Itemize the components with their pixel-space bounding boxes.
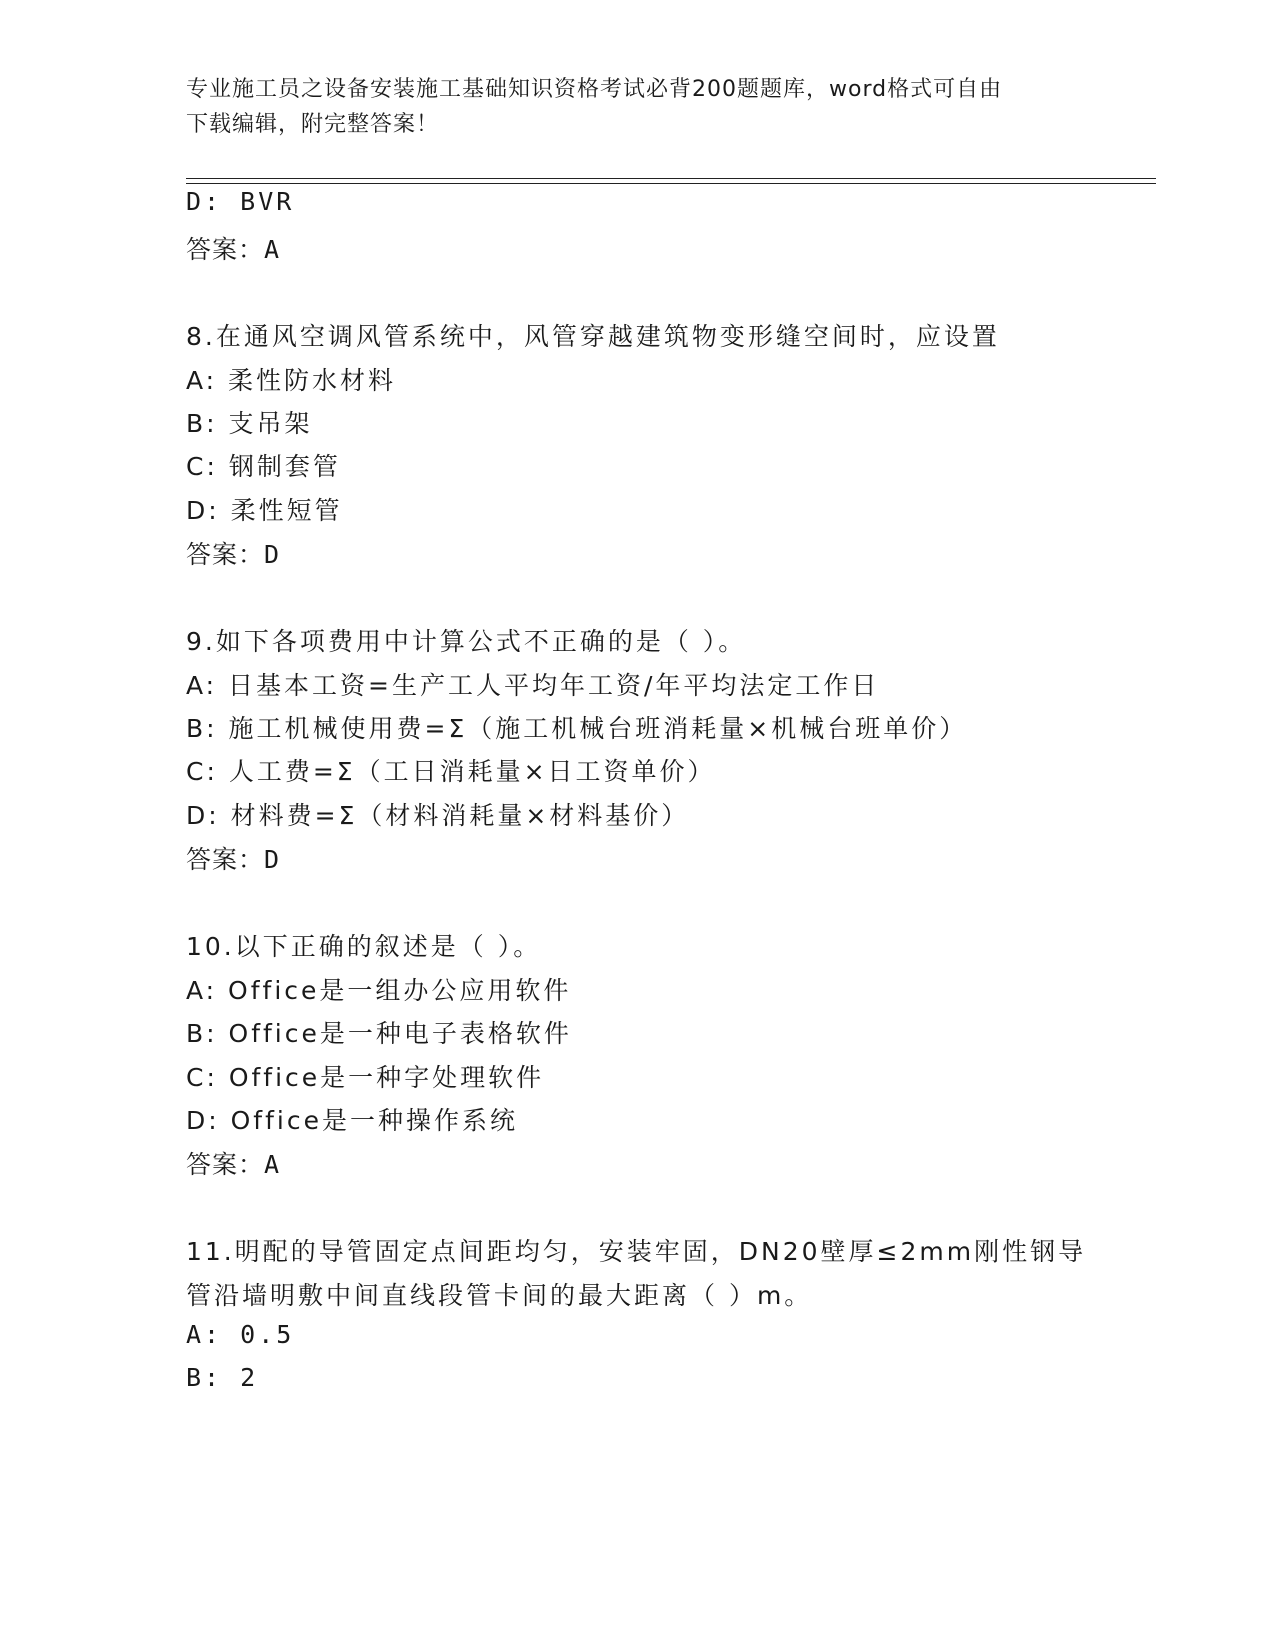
question-9-option-a: A: 日基本工资=生产工人平均年工资/年平均法定工作日 bbox=[186, 671, 880, 700]
prev-answer bbox=[186, 230, 280, 266]
question-8-stem: 8.在通风空调风管系统中，风管穿越建筑物变形缝空间时，应设置 bbox=[186, 322, 1000, 351]
question-11-stem-line-1: 11.明配的导管固定点间距均匀，安装牢固，DN20壁厚≤2mm刚性钢导 bbox=[186, 1237, 1087, 1266]
prev-option-d: D: BVR bbox=[186, 187, 295, 216]
question-8-option-c: C: 钢制套管 bbox=[186, 452, 341, 481]
answer-value: D bbox=[264, 845, 281, 874]
question-10-option-b: B: Office是一种电子表格软件 bbox=[186, 1019, 572, 1048]
question-11-option-a: A: 0.5 bbox=[186, 1320, 295, 1349]
header-line-1: 专业施工员之设备安装施工基础知识资格考试必背200题题库，word格式可自由 bbox=[186, 77, 1003, 102]
answer-value: A bbox=[264, 1150, 281, 1179]
question-9-option-c: C: 人工费=Σ（工日消耗量×日工资单价） bbox=[186, 757, 716, 786]
question-11-option-b: B: 2 bbox=[186, 1363, 259, 1392]
question-9-option-b: B: 施工机械使用费=Σ（施工机械台班消耗量×机械台班单价） bbox=[186, 714, 968, 743]
header-line-2: 下载编辑，附完整答案！ bbox=[186, 112, 440, 137]
question-8-answer bbox=[186, 535, 280, 571]
question-11-stem-line-2: 管沿墙明敷中间直线段管卡间的最大距离（ ）m。 bbox=[186, 1281, 813, 1310]
question-9-option-d: D: 材料费=Σ（材料消耗量×材料基价） bbox=[186, 801, 690, 830]
question-10-answer bbox=[186, 1145, 280, 1181]
question-8-option-b: B: 支吊架 bbox=[186, 409, 313, 438]
document-header bbox=[186, 72, 1086, 142]
answer-label: 答案： bbox=[186, 845, 265, 874]
question-10-stem: 10.以下正确的叙述是（ ）。 bbox=[186, 932, 542, 961]
question-10-option-a: A: Office是一组办公应用软件 bbox=[186, 976, 572, 1005]
answer-value: A bbox=[264, 235, 281, 264]
question-9-answer bbox=[186, 840, 280, 876]
question-10-option-d: D: Office是一种操作系统 bbox=[186, 1106, 518, 1135]
question-8-option-d: D: 柔性短管 bbox=[186, 496, 343, 525]
header-divider-top bbox=[186, 178, 1156, 179]
question-10-option-c: C: Office是一种字处理软件 bbox=[186, 1063, 545, 1092]
answer-value: D bbox=[264, 540, 281, 569]
answer-label: 答案： bbox=[186, 235, 265, 264]
header-divider-bottom bbox=[186, 183, 1156, 184]
question-8-option-a: A: 柔性防水材料 bbox=[186, 366, 397, 395]
answer-label: 答案： bbox=[186, 540, 265, 569]
question-9-stem: 9.如下各项费用中计算公式不正确的是（ ）。 bbox=[186, 627, 747, 656]
answer-label: 答案： bbox=[186, 1150, 265, 1179]
